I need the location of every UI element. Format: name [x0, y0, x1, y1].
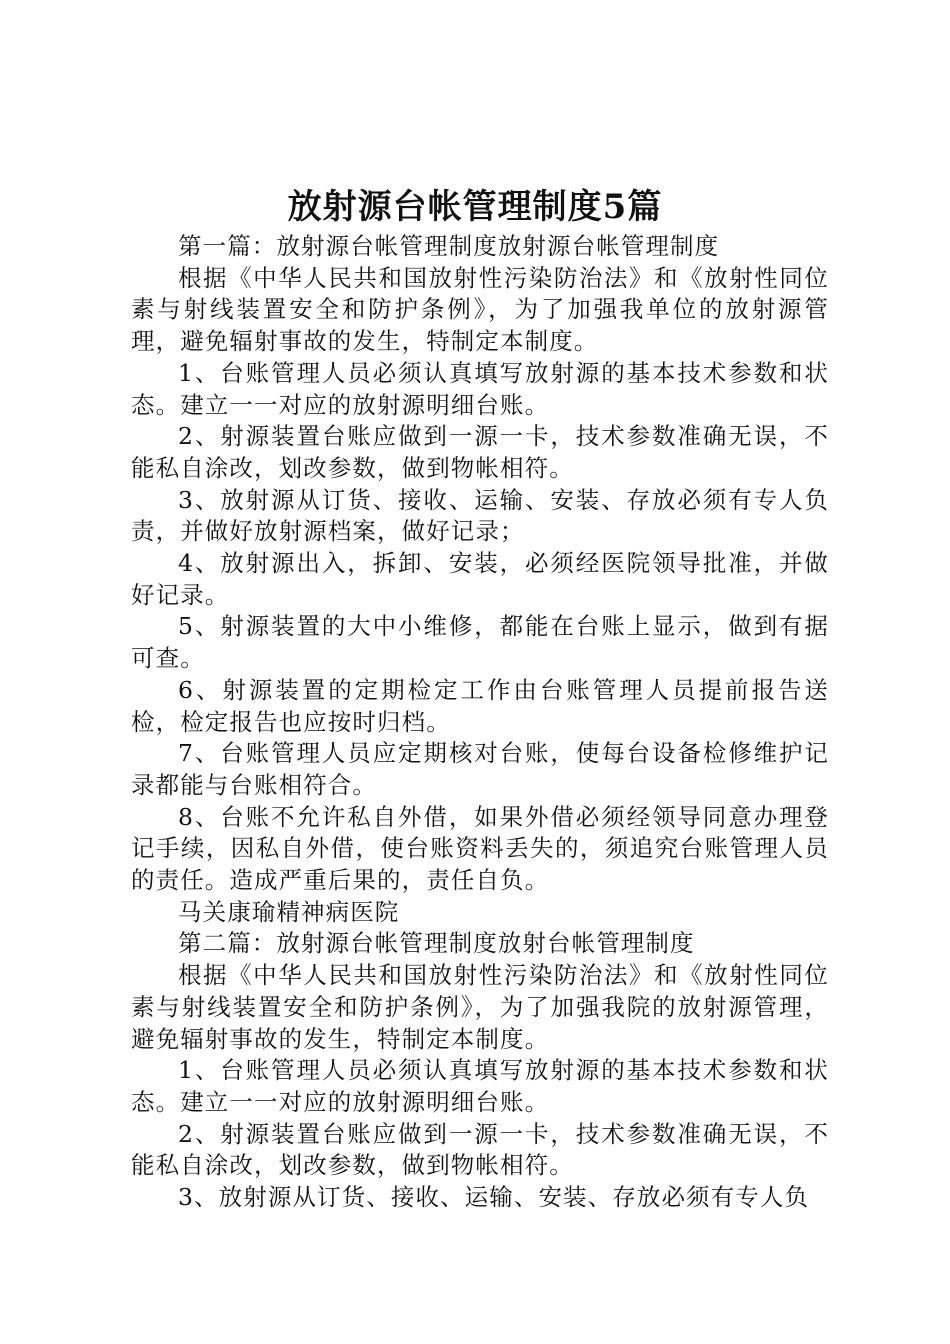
hospital-name: 马关康瑜精神病医院: [178, 897, 400, 926]
paragraph: 6、射源装置的定期检定工作由台账管理人员提前报告送检，检定报告也应按时归档。: [131, 675, 829, 736]
paragraph: 4、放射源出入，拆卸、安装，必须经医院领导批准，并做好记录。: [131, 549, 829, 609]
paragraph: 第二篇：放射源台帐管理制度放射台帐管理制度: [178, 929, 695, 958]
paragraph: 第一篇：放射源台帐管理制度放射源台帐管理制度: [178, 232, 720, 260]
paragraph: 5、射源装置的大中小维修，都能在台账上显示，做到有据可查。: [131, 612, 829, 673]
paragraph: 3、放射源从订货、接收、运输、安装、存放必须有专人负责，并做好放射源档案，做好记录；: [131, 485, 829, 546]
paragraph: 根据《中华人民共和国放射性污染防治法》和《放射性同位素与射线装置安全和防护条例》，为了加强我院的放射源管理，避免辐射事故的发生，特制定本制度。: [131, 961, 829, 1053]
paragraph: 3、放射源从订货、接收、运输、安装、存放必须有专人负: [178, 1183, 810, 1212]
paragraph: 2、射源装置台账应做到一源一卡，技术参数准确无误，不能私自涂改，划改参数，做到物帐相符。: [131, 422, 829, 482]
paragraph: 2、射源装置台账应做到一源一卡，技术参数准确无误，不能私自涂改，划改参数，做到物帐相符。: [131, 1119, 829, 1180]
document-title: 放射源台帐管理制度5篇: [287, 187, 663, 227]
document-body: [131, 231, 829, 1214]
paragraph: 7、台账管理人员应定期核对台账，使每台设备检修维护记录都能与台账相符合。: [131, 739, 829, 799]
paragraph: 8、台账不允许私自外借，如果外借必须经领导同意办理登记手续，因私自外借，使台账资料丢失的，须追究台账管理人员的责任。造成严重后果的，责任自负。: [131, 802, 829, 895]
paragraph: 1、台账管理人员必须认真填写放射源的基本技术参数和状态。建立一一对应的放射源明细台账。: [131, 358, 829, 419]
paragraph: 1、台账管理人员必须认真填写放射源的基本技术参数和状态。建立一一对应的放射源明细台账。: [131, 1056, 829, 1116]
paragraph: 根据《中华人民共和国放射性污染防治法》和《放射性同位素与射线装置安全和防护条例》，为了加强我单位的放射源管理，避免辐射事故的发生，特制定本制度。: [131, 263, 829, 356]
